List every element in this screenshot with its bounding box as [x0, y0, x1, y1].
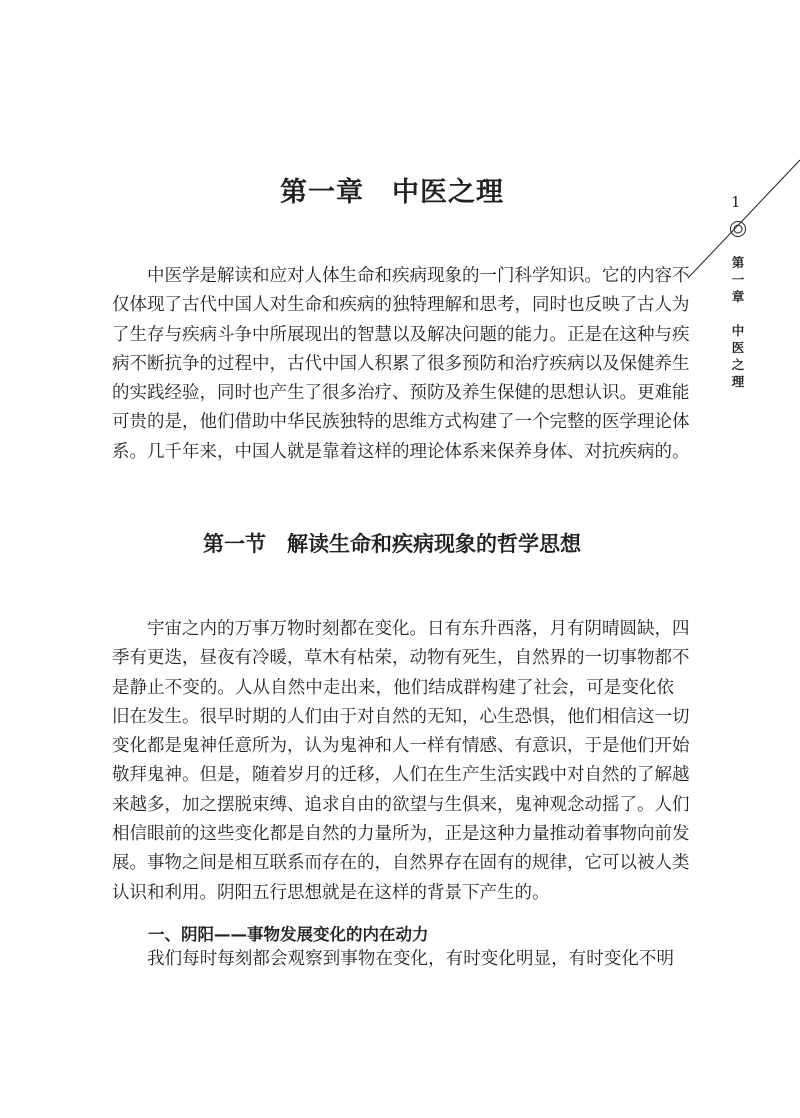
intro-paragraph — [112, 262, 690, 467]
side-label-gap — [729, 305, 747, 322]
text-line: 宇宙之内的万事万物时刻都在变化。日有东升西落，月有阴晴圆缺，四 — [147, 619, 690, 639]
side-label-char: 一 — [731, 272, 745, 287]
side-label-char: 之 — [731, 357, 745, 372]
text-line: 相信眼前的这些变化都是自然的力量所为，正是这种力量推动着事物向前发 — [112, 824, 690, 845]
page-number: 1 — [731, 193, 741, 211]
section-paragraph — [112, 615, 690, 908]
text-line: 中医学是解读和应对人体生命和疾病现象的一门科学知识。它的内容不 — [147, 266, 690, 286]
text-line: 我们每时每刻都会观察到事物在变化，有时变化明显，有时变化不明 — [147, 949, 674, 969]
text-line: 变化都是鬼神任意所为，认为鬼神和人一样有情感、有意识，于是他们开始 — [112, 736, 690, 757]
text-line: 仅体现了古代中国人对生命和疾病的独特理解和思考，同时也反映了古人为 — [112, 295, 690, 316]
text-line: 是静止不变的。人从自然中走出来，他们结成群构建了社会，可是变化依 — [112, 677, 674, 698]
side-label-char: 第 — [731, 255, 745, 270]
side-label-char: 医 — [731, 340, 745, 355]
ornament-inner-circle — [734, 225, 742, 233]
side-label-char: 理 — [731, 374, 745, 389]
text-line: 敬拜鬼神。但是，随着岁月的迁移，人们在生产生活实践中对自然的了解越 — [112, 765, 690, 786]
text-line: 病不断抗争的过程中，古代中国人积累了很多预防和治疗疾病以及保健养生 — [112, 353, 690, 374]
side-label-char: 章 — [731, 289, 745, 304]
side-chapter-label — [729, 254, 747, 390]
text-line: 的实践经验，同时也产生了很多治疗、预防及养生保健的思想认识。更难能 — [112, 383, 690, 404]
text-line: 认识和利用。阴阳五行思想就是在这样的背景下产生的。 — [112, 882, 550, 903]
text-line: 季有更迭，昼夜有冷暖，草木有枯荣，动物有死生，自然界的一切事物都不 — [112, 648, 690, 669]
chapter-title: 第一章 中医之理 — [280, 177, 504, 208]
ornament-outer-circle — [731, 222, 746, 237]
text-line: 展。事物之间是相互联系而存在的，自然界存在固有的规律，它可以被人类 — [112, 853, 690, 874]
text-line: 旧在发生。很早时期的人们由于对自然的无知，心生恐惧，他们相信这一切 — [112, 706, 690, 727]
text-line: 来越多，加之摆脱束缚、追求自由的欲望与生俱来，鬼神观念动摇了。人们 — [112, 794, 690, 815]
subsection-paragraph — [112, 945, 674, 974]
side-label-char: 中 — [731, 323, 745, 338]
subsection-title: 一、阴阳——事物发展变化的内在动力 — [148, 925, 429, 944]
text-line: 可贵的是，他们借助中华民族独特的思维方式构建了一个完整的医学理论体 — [112, 412, 690, 433]
text-line: 了生存与疾病斗争中所展现出的智慧以及解决问题的能力。正是在这种与疾 — [112, 324, 690, 345]
section-title: 第一节 解读生命和疾病现象的哲学思想 — [203, 532, 581, 556]
text-line: 系。几千年来，中国人就是靠着这样的理论体系来保养身体、对抗疾病的。 — [112, 441, 690, 462]
